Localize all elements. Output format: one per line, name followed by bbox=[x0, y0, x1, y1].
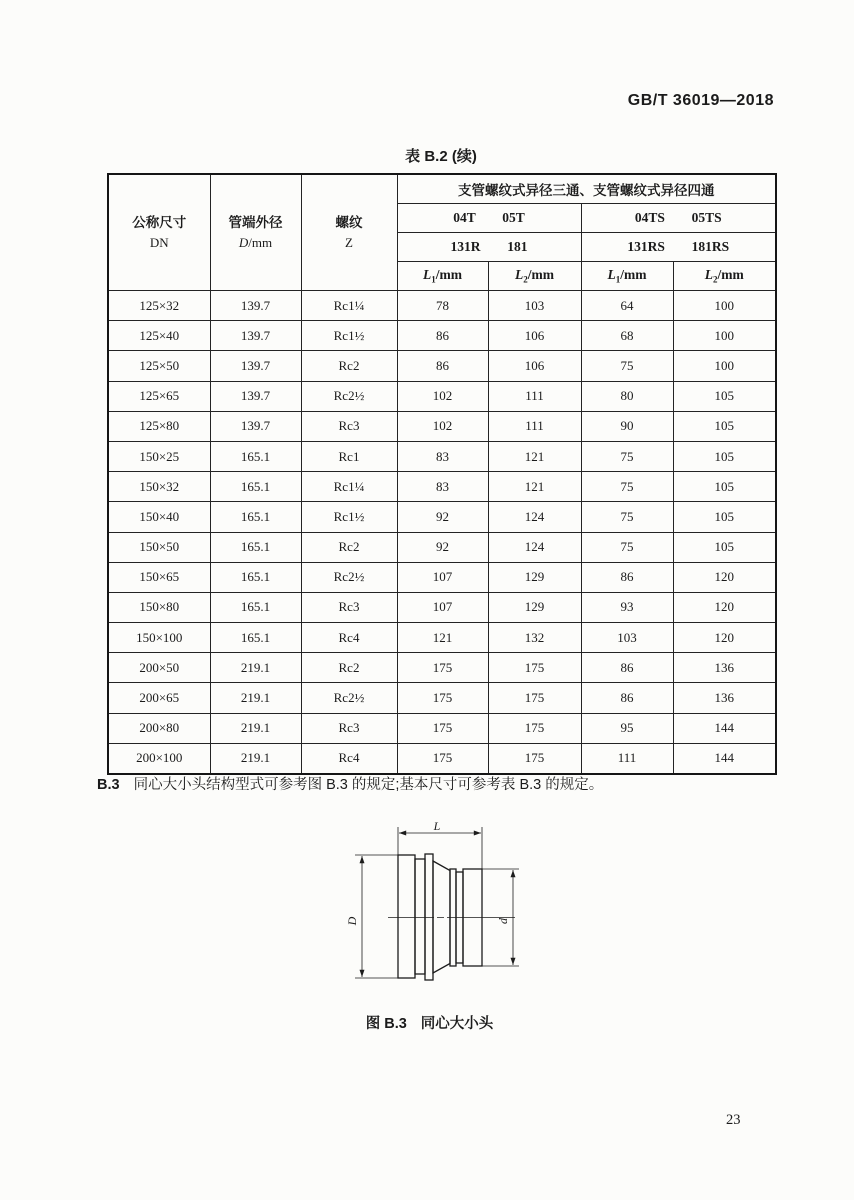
dim-label-D: D bbox=[345, 916, 359, 926]
table-cell: 129 bbox=[488, 592, 581, 622]
table-cell: 107 bbox=[397, 562, 488, 592]
table-cell: 175 bbox=[488, 653, 581, 683]
table-cell: 150×100 bbox=[108, 623, 210, 653]
table-cell: 75 bbox=[581, 472, 673, 502]
header-dim-l2-right: $L_2/mm$ bbox=[673, 262, 776, 291]
table-cell: 219.1 bbox=[210, 743, 301, 774]
table-cell: 105 bbox=[673, 472, 776, 502]
table-cell: 165.1 bbox=[210, 562, 301, 592]
table-row bbox=[108, 562, 776, 592]
table-cell: 136 bbox=[673, 683, 776, 713]
table-cell: Rc4 bbox=[301, 623, 397, 653]
table-cell: 83 bbox=[397, 472, 488, 502]
table-cell: 175 bbox=[488, 713, 581, 743]
table-cell: 124 bbox=[488, 502, 581, 532]
table-cell: 100 bbox=[673, 291, 776, 321]
header-thread bbox=[301, 174, 397, 291]
figure-caption-number: 图 B.3 bbox=[365, 1016, 407, 1032]
table-cell: 165.1 bbox=[210, 592, 301, 622]
table-cell: 150×50 bbox=[108, 532, 210, 562]
table-cell: 175 bbox=[397, 743, 488, 774]
table-cell: 120 bbox=[673, 623, 776, 653]
dim-label-d: d bbox=[496, 918, 510, 924]
table-cell: 75 bbox=[581, 441, 673, 471]
table-row bbox=[108, 623, 776, 653]
table-header bbox=[108, 174, 776, 291]
table-cell: 111 bbox=[581, 743, 673, 774]
clause-b3-label: B.3 bbox=[97, 777, 120, 793]
clause-b3 bbox=[97, 775, 787, 795]
table-row bbox=[108, 653, 776, 683]
table-cell: Rc3 bbox=[301, 592, 397, 622]
table-cell: 111 bbox=[488, 411, 581, 441]
table-cell: 150×25 bbox=[108, 441, 210, 471]
table-cell: 200×50 bbox=[108, 653, 210, 683]
table-cell: 100 bbox=[673, 351, 776, 381]
table-row bbox=[108, 472, 776, 502]
table-cell: 120 bbox=[673, 562, 776, 592]
document-code: GB/T 36019—2018 bbox=[627, 92, 774, 109]
table-cell: 125×32 bbox=[108, 291, 210, 321]
header-models-right: 04TS 05TS bbox=[581, 204, 776, 233]
table-cell: 93 bbox=[581, 592, 673, 622]
header-thread-symbol: Z bbox=[345, 234, 353, 250]
table-cell: 132 bbox=[488, 623, 581, 653]
table-cell: 75 bbox=[581, 502, 673, 532]
table-cell: 105 bbox=[673, 411, 776, 441]
table-cell: 175 bbox=[397, 683, 488, 713]
table-title: 表 B.2 (续) bbox=[405, 148, 477, 165]
table-cell: 86 bbox=[581, 653, 673, 683]
header-nominal-size-symbol: DN bbox=[149, 234, 169, 250]
reducer-body-outline bbox=[398, 854, 482, 980]
header-nominal-size bbox=[108, 174, 210, 291]
table-cell: 111 bbox=[488, 381, 581, 411]
table-cell: 105 bbox=[673, 441, 776, 471]
table-cell: 124 bbox=[488, 532, 581, 562]
table-cell: 175 bbox=[488, 683, 581, 713]
table-cell: Rc2½ bbox=[301, 381, 397, 411]
taper-cone bbox=[433, 861, 450, 973]
dimension-table bbox=[107, 173, 777, 775]
table-cell: 106 bbox=[488, 351, 581, 381]
table-cell: 103 bbox=[581, 623, 673, 653]
table-cell: 150×80 bbox=[108, 592, 210, 622]
table-cell: Rc2 bbox=[301, 532, 397, 562]
table-cell: 125×50 bbox=[108, 351, 210, 381]
table-row bbox=[108, 592, 776, 622]
table-cell: 139.7 bbox=[210, 411, 301, 441]
header-group-title: 支管螺纹式异径三通、支管螺纹式异径四通 bbox=[397, 174, 776, 204]
table-cell: 175 bbox=[397, 713, 488, 743]
table-row bbox=[108, 351, 776, 381]
table-cell: 86 bbox=[397, 321, 488, 351]
table-cell: 100 bbox=[673, 321, 776, 351]
table-cell: Rc3 bbox=[301, 411, 397, 441]
header-codes-left: 131R 181 bbox=[397, 233, 581, 262]
table-cell: 139.7 bbox=[210, 321, 301, 351]
table-cell: Rc2½ bbox=[301, 683, 397, 713]
header-outer-diameter-cn: 管端外径 bbox=[228, 215, 283, 231]
figure-caption-title: 同心大小头 bbox=[420, 1016, 494, 1032]
header-dim-l1-left: $L_1/mm$ bbox=[397, 262, 488, 291]
table-cell: 125×80 bbox=[108, 411, 210, 441]
table-cell: 86 bbox=[397, 351, 488, 381]
table-cell: 103 bbox=[488, 291, 581, 321]
table-cell: 165.1 bbox=[210, 623, 301, 653]
table-row bbox=[108, 713, 776, 743]
table-cell: 121 bbox=[488, 472, 581, 502]
table-cell: 106 bbox=[488, 321, 581, 351]
table-cell: 150×32 bbox=[108, 472, 210, 502]
table-cell: 107 bbox=[397, 592, 488, 622]
table-cell: 175 bbox=[488, 743, 581, 774]
table-cell: 68 bbox=[581, 321, 673, 351]
table-cell: 165.1 bbox=[210, 502, 301, 532]
table-cell: 125×65 bbox=[108, 381, 210, 411]
table-cell: 105 bbox=[673, 381, 776, 411]
table-row bbox=[108, 381, 776, 411]
table-cell: 165.1 bbox=[210, 472, 301, 502]
table-cell: 78 bbox=[397, 291, 488, 321]
table-cell: Rc2 bbox=[301, 653, 397, 683]
page-number: 23 bbox=[726, 1112, 741, 1128]
large-end-groove bbox=[415, 859, 425, 974]
table-cell: Rc1¼ bbox=[301, 291, 397, 321]
table-cell: 175 bbox=[397, 653, 488, 683]
header-dim-l1-right: $L_1/mm$ bbox=[581, 262, 673, 291]
table-cell: 86 bbox=[581, 562, 673, 592]
figure-caption bbox=[107, 1012, 752, 1033]
table-cell: Rc3 bbox=[301, 713, 397, 743]
header-thread-cn: 螺纹 bbox=[335, 215, 363, 231]
table-cell: 90 bbox=[581, 411, 673, 441]
table-cell: 95 bbox=[581, 713, 673, 743]
table-cell: 219.1 bbox=[210, 713, 301, 743]
table-cell: 120 bbox=[673, 592, 776, 622]
table-cell: 105 bbox=[673, 532, 776, 562]
table-cell: Rc2 bbox=[301, 351, 397, 381]
table-row bbox=[108, 532, 776, 562]
table-cell: 125×40 bbox=[108, 321, 210, 351]
table-cell: 200×100 bbox=[108, 743, 210, 774]
header-codes-right: 131RS 181RS bbox=[581, 233, 776, 262]
table-cell: 165.1 bbox=[210, 532, 301, 562]
table-cell: 219.1 bbox=[210, 653, 301, 683]
table-cell: 105 bbox=[673, 502, 776, 532]
table-cell: 165.1 bbox=[210, 441, 301, 471]
table-cell: 92 bbox=[397, 502, 488, 532]
table-cell: 139.7 bbox=[210, 381, 301, 411]
table-cell: 144 bbox=[673, 743, 776, 774]
reducer-technical-drawing bbox=[338, 815, 538, 1005]
table-row bbox=[108, 502, 776, 532]
table-cell: 64 bbox=[581, 291, 673, 321]
clause-b3-text: 同心大小头结构型式可参考图 B.3 的规定;基本尺寸可参考表 B.3 的规定。 bbox=[133, 777, 604, 793]
table-cell: 200×80 bbox=[108, 713, 210, 743]
table-cell: 139.7 bbox=[210, 291, 301, 321]
table-row bbox=[108, 683, 776, 713]
table-cell: 136 bbox=[673, 653, 776, 683]
table-row bbox=[108, 291, 776, 321]
table-body bbox=[108, 291, 776, 775]
table-cell: 83 bbox=[397, 441, 488, 471]
table-cell: 219.1 bbox=[210, 683, 301, 713]
table-cell: 150×40 bbox=[108, 502, 210, 532]
table-row bbox=[108, 441, 776, 471]
header-outer-diameter bbox=[210, 174, 301, 291]
table-cell: 75 bbox=[581, 351, 673, 381]
table-cell: 86 bbox=[581, 683, 673, 713]
table-cell: 92 bbox=[397, 532, 488, 562]
table-cell: 102 bbox=[397, 411, 488, 441]
header-outer-diameter-symbol: D/mm bbox=[238, 234, 273, 250]
table-cell: Rc1½ bbox=[301, 502, 397, 532]
table-cell: 200×65 bbox=[108, 683, 210, 713]
table-cell: 121 bbox=[397, 623, 488, 653]
header-nominal-size-cn: 公称尺寸 bbox=[132, 215, 187, 231]
table-cell: 150×65 bbox=[108, 562, 210, 592]
table-row bbox=[108, 411, 776, 441]
table-cell: Rc4 bbox=[301, 743, 397, 774]
table-cell: 139.7 bbox=[210, 351, 301, 381]
table-row bbox=[108, 321, 776, 351]
header-models-left: 04T 05T bbox=[397, 204, 581, 233]
header-dim-l2-left: $L_2/mm$ bbox=[488, 262, 581, 291]
table-cell: 121 bbox=[488, 441, 581, 471]
header-row-1 bbox=[108, 174, 776, 204]
figure-b3-reducer-drawing bbox=[338, 815, 538, 1005]
table-cell: Rc1¼ bbox=[301, 472, 397, 502]
table-cell: 75 bbox=[581, 532, 673, 562]
table-cell: Rc1 bbox=[301, 441, 397, 471]
dim-label-L: L bbox=[433, 819, 441, 833]
large-end-cylinder bbox=[398, 855, 415, 978]
table-cell: 129 bbox=[488, 562, 581, 592]
table-cell: Rc2½ bbox=[301, 562, 397, 592]
table-cell: Rc1½ bbox=[301, 321, 397, 351]
table-row bbox=[108, 743, 776, 774]
large-end-bead bbox=[425, 854, 433, 980]
table-cell: 144 bbox=[673, 713, 776, 743]
table-cell: 102 bbox=[397, 381, 488, 411]
table-cell: 80 bbox=[581, 381, 673, 411]
